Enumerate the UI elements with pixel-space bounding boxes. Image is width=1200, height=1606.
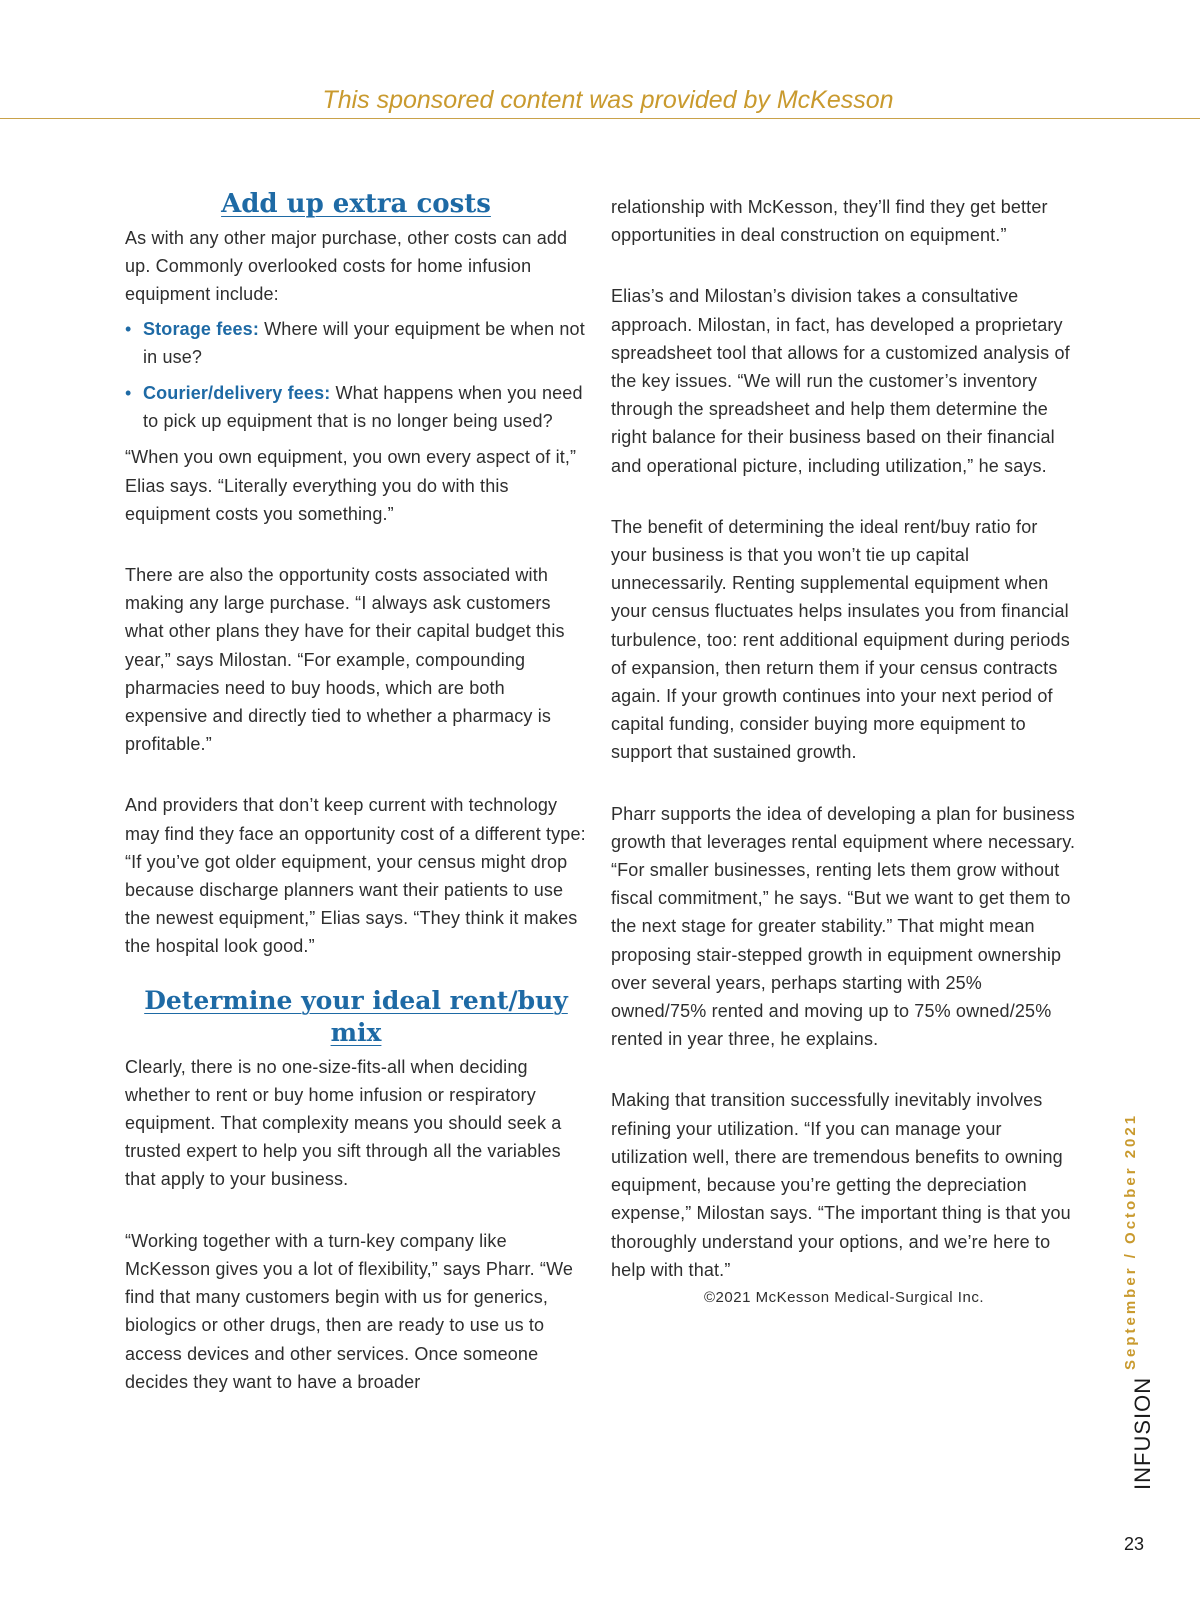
intro-paragraph: As with any other major purchase, other costs can add up. Commonly overlooked costs for home infusion equipment include:	[125, 228, 568, 305]
sponsored-banner	[0, 82, 1200, 119]
paragraph: Elias’s and Milostan’s division takes a consultative approach. Milostan, in fact, has developed a proprietary spreadsheet tool that allows for a customized analysis of the key issues. “We will run the customer’s inventory through the spreadsheet and help them determine the right balance for their business based on their financial and operational picture, including utilization,” he says.	[611, 286, 1070, 476]
heading-add-up-extra-costs: Add up extra costs	[221, 189, 491, 219]
sponsored-banner-text: This sponsored content was provided by McKesson	[322, 86, 894, 114]
bullet-text: What happens when you need to pick up equipment that is no longer being used?	[143, 383, 583, 432]
page-number: 23	[1124, 1534, 1145, 1554]
paragraph: “When you own equipment, you own every aspect of it,” Elias says. “Literally everything you do with this equipment costs you something.”	[125, 447, 577, 524]
paragraph: And providers that don’t keep current with technology may find they face an opportunity cost of a different type: “If you’ve got older equipment, your census might drop because discharge planners want their patients to use the newest equipment,” Elias says. “They think it makes the hospital look good.”	[125, 795, 586, 957]
bullet-term: Storage fees:	[143, 318, 259, 339]
paragraph: Making that transition successfully inevitably involves refining your utilization. “If you can manage your utilization well, there are tremendous benefits to owning equipment, because you’re getting the depreciation expense,” Milostan says. “The important thing is that you thoroughly understand your options, and we’re here to help with that.”	[611, 1090, 1071, 1280]
paragraph: “Working together with a turn-key company like McKesson gives you a lot of flexibility,” says Pharr. “We find that many customers begin with us for generics, biologics or other drugs, then are ready to use us to access devices and other services. Once someone decides they want to have a broader	[125, 1230, 574, 1392]
paragraph: There are also the opportunity costs associated with making any large purchase. “I always ask customers what other plans they have for their capital budget this year,” says Milostan. “For example, compounding pharmacies need to buy hoods, which are both expensive and directly tied to whether a pharmacy is profitable.”	[125, 565, 565, 755]
list-item	[125, 315, 587, 371]
infusion-logo: INFUSION	[1130, 1376, 1155, 1490]
heading-determine-rent-buy-mix: Determine your ideal rent/buy mix	[144, 985, 568, 1047]
cost-bullet-list	[125, 315, 587, 436]
left-column	[125, 188, 587, 1396]
paragraph: relationship with McKesson, they’ll find they get better opportunities in deal construction on equipment.”	[611, 197, 1048, 246]
copyright-notice: ©2021 McKesson Medical-Surgical Inc.	[703, 1288, 984, 1306]
paragraph: Clearly, there is no one-size-fits-all when deciding whether to rent or buy home infusion or respiratory equipment. That complexity means you should seek a trusted expert to help you sift through all the variables that apply to your business.	[125, 1056, 562, 1190]
issue-date: September / October 2021	[1122, 1112, 1139, 1370]
bullet-icon: •	[125, 318, 132, 339]
list-item	[125, 379, 587, 435]
bullet-text: Where will your equipment be when not in use?	[143, 318, 585, 367]
bullet-icon: •	[125, 383, 132, 404]
right-column	[611, 193, 1077, 1312]
paragraph: Pharr supports the idea of developing a plan for business growth that leverages rental equipment where necessary. “For smaller businesses, renting lets them grow without fiscal commitment,” he says. “But we want to get them to the next stage for greater stability.” That might mean proposing stair-stepped growth in equipment ownership over several years, perhaps starting with 25% owned/75% rented and moving up to 75% owned/25% rented in year three, he explains.	[611, 803, 1076, 1050]
bullet-term: Courier/delivery fees:	[143, 383, 331, 404]
paragraph: The benefit of determining the ideal rent/buy ratio for your business is that you won’t tie up capital unnecessarily. Renting supplemental equipment when your census fluctuates helps insulates you from financial turbulence, too: rent additional equipment during periods of expansion, then return them if your census contracts again. If your growth continues into your next period of capital funding, consider buying more equipment to support that sustained growth.	[611, 516, 1070, 763]
